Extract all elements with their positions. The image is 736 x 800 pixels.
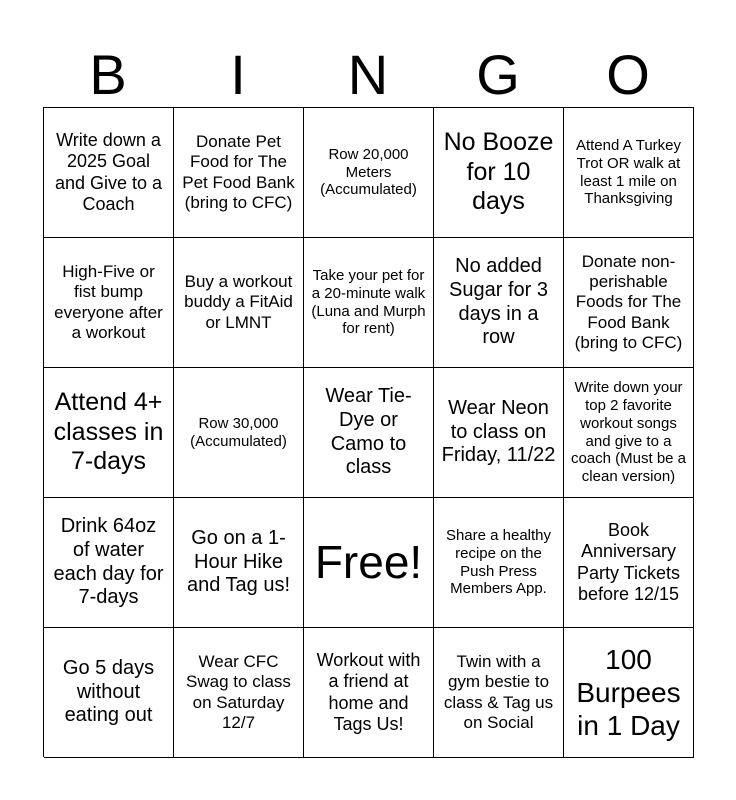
bingo-cell[interactable]: Donate non-perishable Foods for The Food Bank (bring to CFC) [564,238,694,368]
bingo-cell[interactable]: Buy a workout buddy a FitAid or LMNT [174,238,304,368]
bingo-cell[interactable]: 100 Burpees in 1 Day [564,628,694,758]
header-letter-i: I [230,43,246,106]
bingo-header [43,42,693,108]
bingo-cell[interactable]: Share a healthy recipe on the Push Press Members App. [434,498,564,628]
header-letter-o: O [606,43,650,106]
bingo-cell[interactable]: Row 20,000 Meters (Accumulated) [304,108,434,238]
bingo-cell[interactable]: Wear CFC Swag to class on Saturday 12/7 [174,628,304,758]
bingo-cell[interactable]: High-Five or fist bump everyone after a workout [44,238,174,368]
bingo-cell[interactable]: Row 30,000 (Accumulated) [174,368,304,498]
bingo-cell[interactable]: Twin with a gym bestie to class & Tag us on Social [434,628,564,758]
bingo-cell[interactable]: Attend A Turkey Trot OR walk at least 1 mile on Thanksgiving [564,108,694,238]
bingo-cell[interactable]: Write down your top 2 favorite workout songs and give to a coach (Must be a clean version) [564,368,694,498]
bingo-cell[interactable]: Go on a 1-Hour Hike and Tag us! [174,498,304,628]
free-space[interactable]: Free! [304,498,434,628]
bingo-cell[interactable]: Write down a 2025 Goal and Give to a Coach [44,108,174,238]
bingo-cell[interactable]: No Booze for 10 days [434,108,564,238]
bingo-cell[interactable]: Workout with a friend at home and Tags Us! [304,628,434,758]
header-letter-g: G [476,43,520,106]
header-letter-b: B [89,43,127,106]
bingo-cell[interactable]: Take your pet for a 20-minute walk (Luna and Murph for rent) [304,238,434,368]
bingo-cell[interactable]: Wear Tie-Dye or Camo to class [304,368,434,498]
bingo-cell[interactable]: Book Anniversary Party Tickets before 12/15 [564,498,694,628]
bingo-cell[interactable]: Attend 4+ classes in 7-days [44,368,174,498]
bingo-cell[interactable]: No added Sugar for 3 days in a row [434,238,564,368]
bingo-board [43,107,694,757]
header-letter-n: N [347,43,389,106]
bingo-cell[interactable]: Go 5 days without eating out [44,628,174,758]
bingo-cell[interactable]: Donate Pet Food for The Pet Food Bank (bring to CFC) [174,108,304,238]
bingo-cell[interactable]: Wear Neon to class on Friday, 11/22 [434,368,564,498]
bingo-cell[interactable]: Drink 64oz of water each day for 7-days [44,498,174,628]
